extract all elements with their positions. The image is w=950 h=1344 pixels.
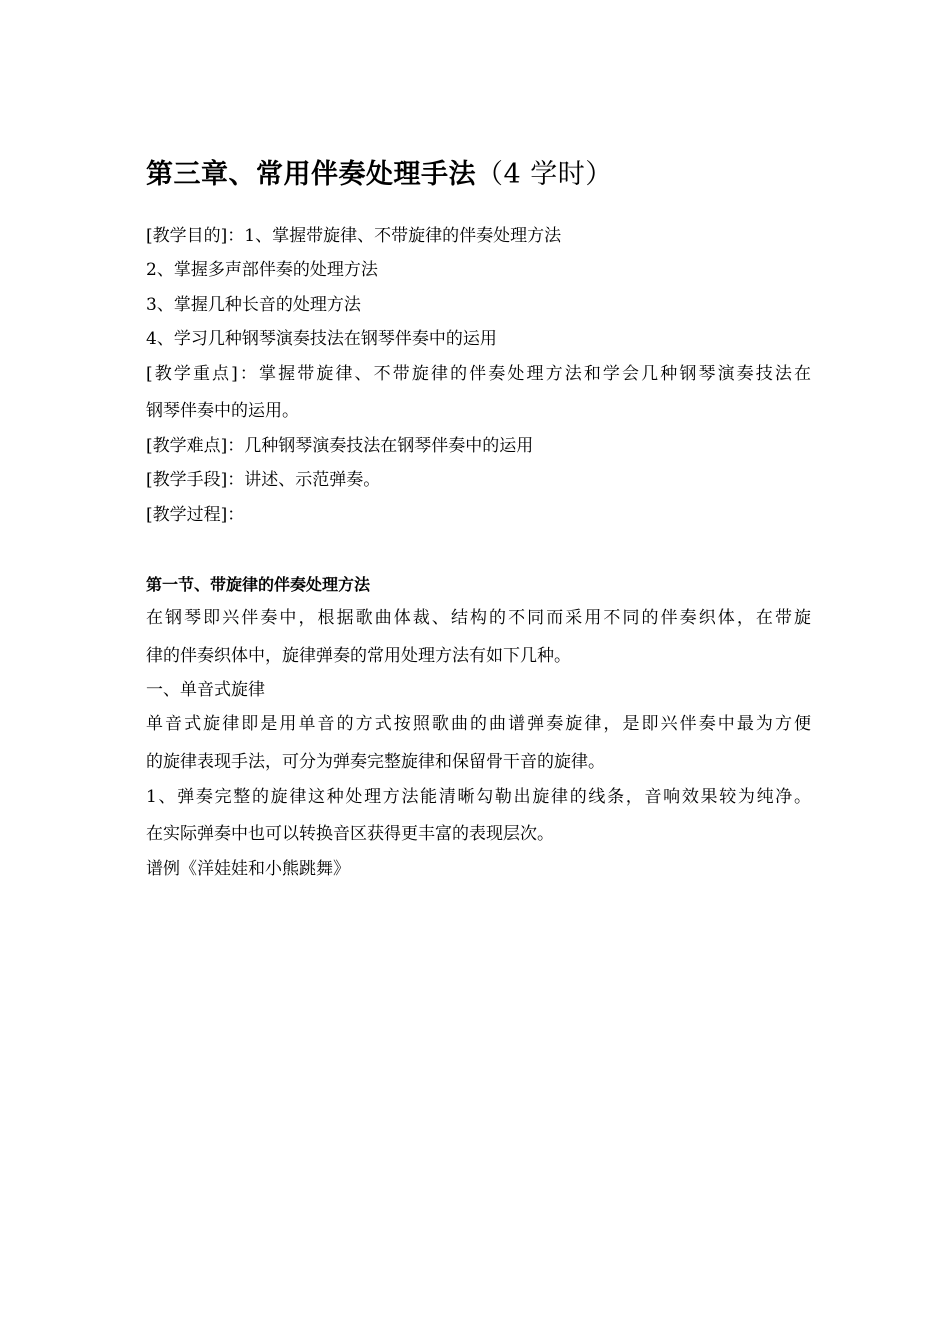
objective-line-1: [教学目的]：1、掌握带旋律、不带旋律的伴奏处理方法 [146,226,562,246]
document-page [146,0,816,1344]
subsection-text-line-1: 单音式旋律即是用单音的方式按照歌曲的曲谱弹奏旋律，是即兴伴奏中最为方便 [146,714,811,734]
process-line: [教学过程]： [146,505,245,525]
means-line: [教学手段]：讲述、示范弹奏。 [146,470,381,490]
subsection-title: 一、单音式旋律 [146,680,265,700]
example-caption: 谱例《洋娃娃和小熊跳舞》 [146,859,350,879]
section-title: 第一节、带旋律的伴奏处理方法 [146,575,371,594]
objective-line-4: 4、学习几种钢琴演奏技法在钢琴伴奏中的运用 [146,329,497,349]
objective-line-2: 2、掌握多声部伴奏的处理方法 [146,260,378,280]
item-text-line-2: 在实际弹奏中也可以转换音区获得更丰富的表现层次。 [146,824,554,844]
chapter-title-hours: （4 学时） [476,159,613,190]
subsection-text-line-2: 的旋律表现手法，可分为弹奏完整旋律和保留骨干音的旋律。 [146,752,605,772]
section-intro-line-1: 在钢琴即兴伴奏中，根据歌曲体裁、结构的不同而采用不同的伴奏织体，在带旋 [146,608,811,628]
chapter-title-main: 第三章、常用伴奏处理手法 [146,159,476,190]
chapter-title [146,155,613,195]
focus-line-2: 钢琴伴奏中的运用。 [146,401,299,421]
item-text-line-1: 1、弹奏完整的旋律这种处理方法能清晰勾勒出旋律的线条，音响效果较为纯净。 [146,787,811,807]
section-intro-line-2: 律的伴奏织体中，旋律弹奏的常用处理方法有如下几种。 [146,646,571,666]
objective-line-3: 3、掌握几种长音的处理方法 [146,295,361,315]
difficulty-line: [教学难点]：几种钢琴演奏技法在钢琴伴奏中的运用 [146,436,534,456]
focus-line-1: [教学重点]：掌握带旋律、不带旋律的伴奏处理方法和学会几种钢琴演奏技法在 [146,364,811,384]
